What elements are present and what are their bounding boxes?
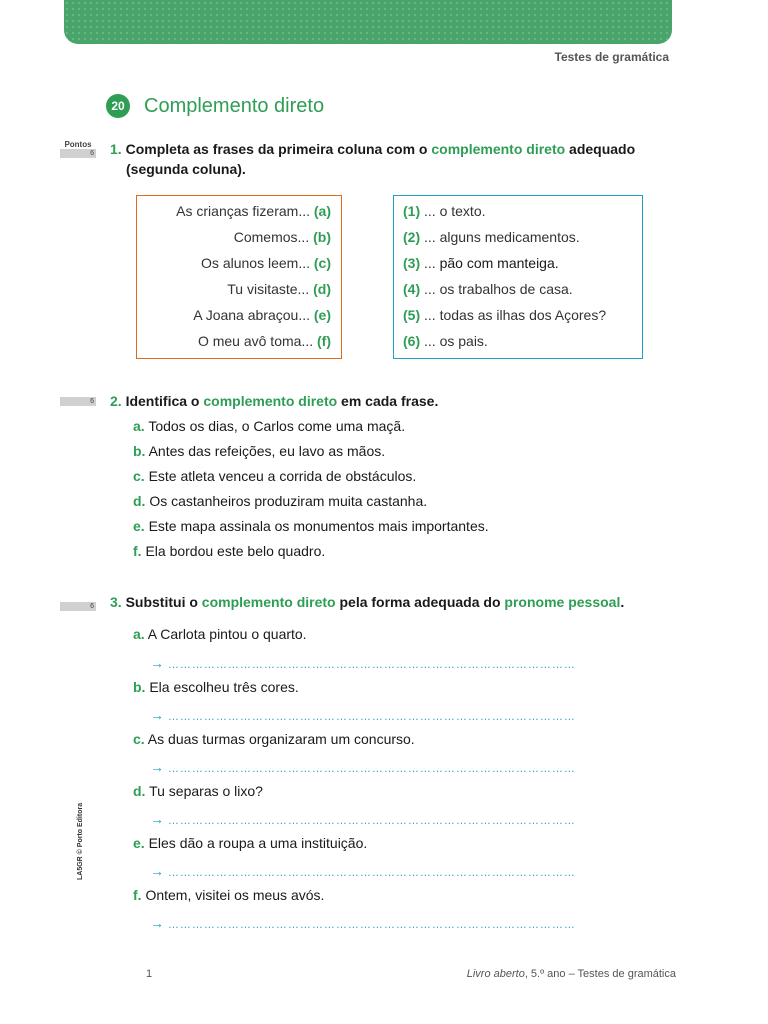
highlight-term: complemento direto	[431, 141, 566, 157]
arrow-icon: →	[150, 811, 164, 827]
question-3-heading: 3. Substitui o complemento direto pela forma adequada do pronome pessoal.	[110, 594, 625, 610]
points-box: 6	[60, 397, 96, 406]
answer-line[interactable]: → …………………………………………………………………………………………	[150, 915, 576, 931]
column-one-item: Os alunos leem... (c)	[201, 255, 331, 271]
footer-book-title: Livro aberto, 5.º ano – Testes de gramática	[466, 968, 676, 980]
exercise-item: f. Ela bordou este belo quadro.	[133, 543, 326, 559]
column-two-box	[393, 195, 643, 359]
highlight-term: complemento direto	[203, 393, 338, 409]
exercise-item: d. Os castanheiros produziram muita castanha.	[133, 493, 428, 509]
title-number-badge: 20	[106, 94, 130, 118]
exercise-item: c. As duas turmas organizaram um concurso.	[133, 731, 415, 747]
exercise-item: c. Este atleta venceu a corrida de obstáculos.	[133, 468, 417, 484]
column-two-item: (5) ... todas as ilhas dos Açores?	[403, 307, 607, 323]
question-2-heading: 2. Identifica o complemento direto em cada frase.	[110, 393, 439, 409]
exercise-item: b. Ela escolheu três cores.	[133, 679, 299, 695]
column-two-item: (1) ... o texto.	[403, 203, 486, 219]
top-banner	[64, 0, 672, 44]
points-box: 6	[60, 149, 96, 158]
exercise-item: e. Eles dão a roupa a uma instituição.	[133, 835, 368, 851]
question-1-heading: 1. Completa as frases da primeira coluna com o complemento direto adequado (segunda coluna).	[110, 141, 636, 177]
question-number: 3.	[110, 594, 122, 610]
exercise-item: d. Tu separas o lixo?	[133, 783, 263, 799]
exercise-item: a. A Carlota pintou o quarto.	[133, 626, 307, 642]
column-two-item: (2) ... alguns medicamentos.	[403, 229, 580, 245]
points-indicator-q3	[60, 602, 96, 611]
publisher-credit: LA5GR © Porto Editora	[77, 802, 84, 880]
points-indicator-q2	[60, 397, 96, 406]
arrow-icon: →	[150, 655, 164, 671]
exercise-item: e. Este mapa assinala os monumentos mais importantes.	[133, 518, 489, 534]
page-number: 1	[146, 968, 153, 980]
column-one-item: A Joana abraçou... (e)	[193, 307, 331, 323]
column-two-item: (4) ... os trabalhos de casa.	[403, 281, 573, 297]
section-header: Testes de gramática	[554, 50, 669, 64]
arrow-icon: →	[150, 915, 164, 931]
arrow-icon: →	[150, 707, 164, 723]
answer-line[interactable]: → …………………………………………………………………………………………	[150, 811, 576, 827]
column-one-box	[136, 195, 342, 359]
answer-line[interactable]: → …………………………………………………………………………………………	[150, 759, 576, 775]
points-box: 6	[60, 602, 96, 611]
exercise-item: a. Todos os dias, o Carlos come uma maçã.	[133, 418, 406, 434]
column-one-item: As crianças fizeram... (a)	[176, 203, 331, 219]
exercise-item: b. Antes das refeições, eu lavo as mãos.	[133, 443, 386, 459]
title-row	[106, 94, 324, 118]
exercise-item: f. Ontem, visitei os meus avós.	[133, 887, 325, 903]
column-one-item: Comemos... (b)	[233, 229, 331, 245]
points-label: Pontos	[64, 140, 92, 149]
highlight-term: pronome pessoal	[504, 594, 621, 610]
question-number: 2.	[110, 393, 122, 409]
column-one-item: Tu visitaste... (d)	[227, 281, 331, 297]
arrow-icon: →	[150, 863, 164, 879]
answer-line[interactable]: → …………………………………………………………………………………………	[150, 863, 576, 879]
highlight-term: complemento direto	[201, 594, 336, 610]
arrow-icon: →	[150, 759, 164, 775]
column-two-item: (6) ... os pais.	[403, 333, 488, 349]
page-title: Complemento direto	[144, 94, 325, 117]
column-two-item: (3) ... pão com manteiga.	[403, 255, 559, 271]
answer-line[interactable]: → …………………………………………………………………………………………	[150, 707, 576, 723]
points-indicator-q1	[60, 140, 96, 158]
question-number: 1.	[110, 141, 122, 157]
column-one-item: O meu avô toma... (f)	[197, 333, 331, 349]
answer-line[interactable]: → …………………………………………………………………………………………	[150, 655, 576, 671]
